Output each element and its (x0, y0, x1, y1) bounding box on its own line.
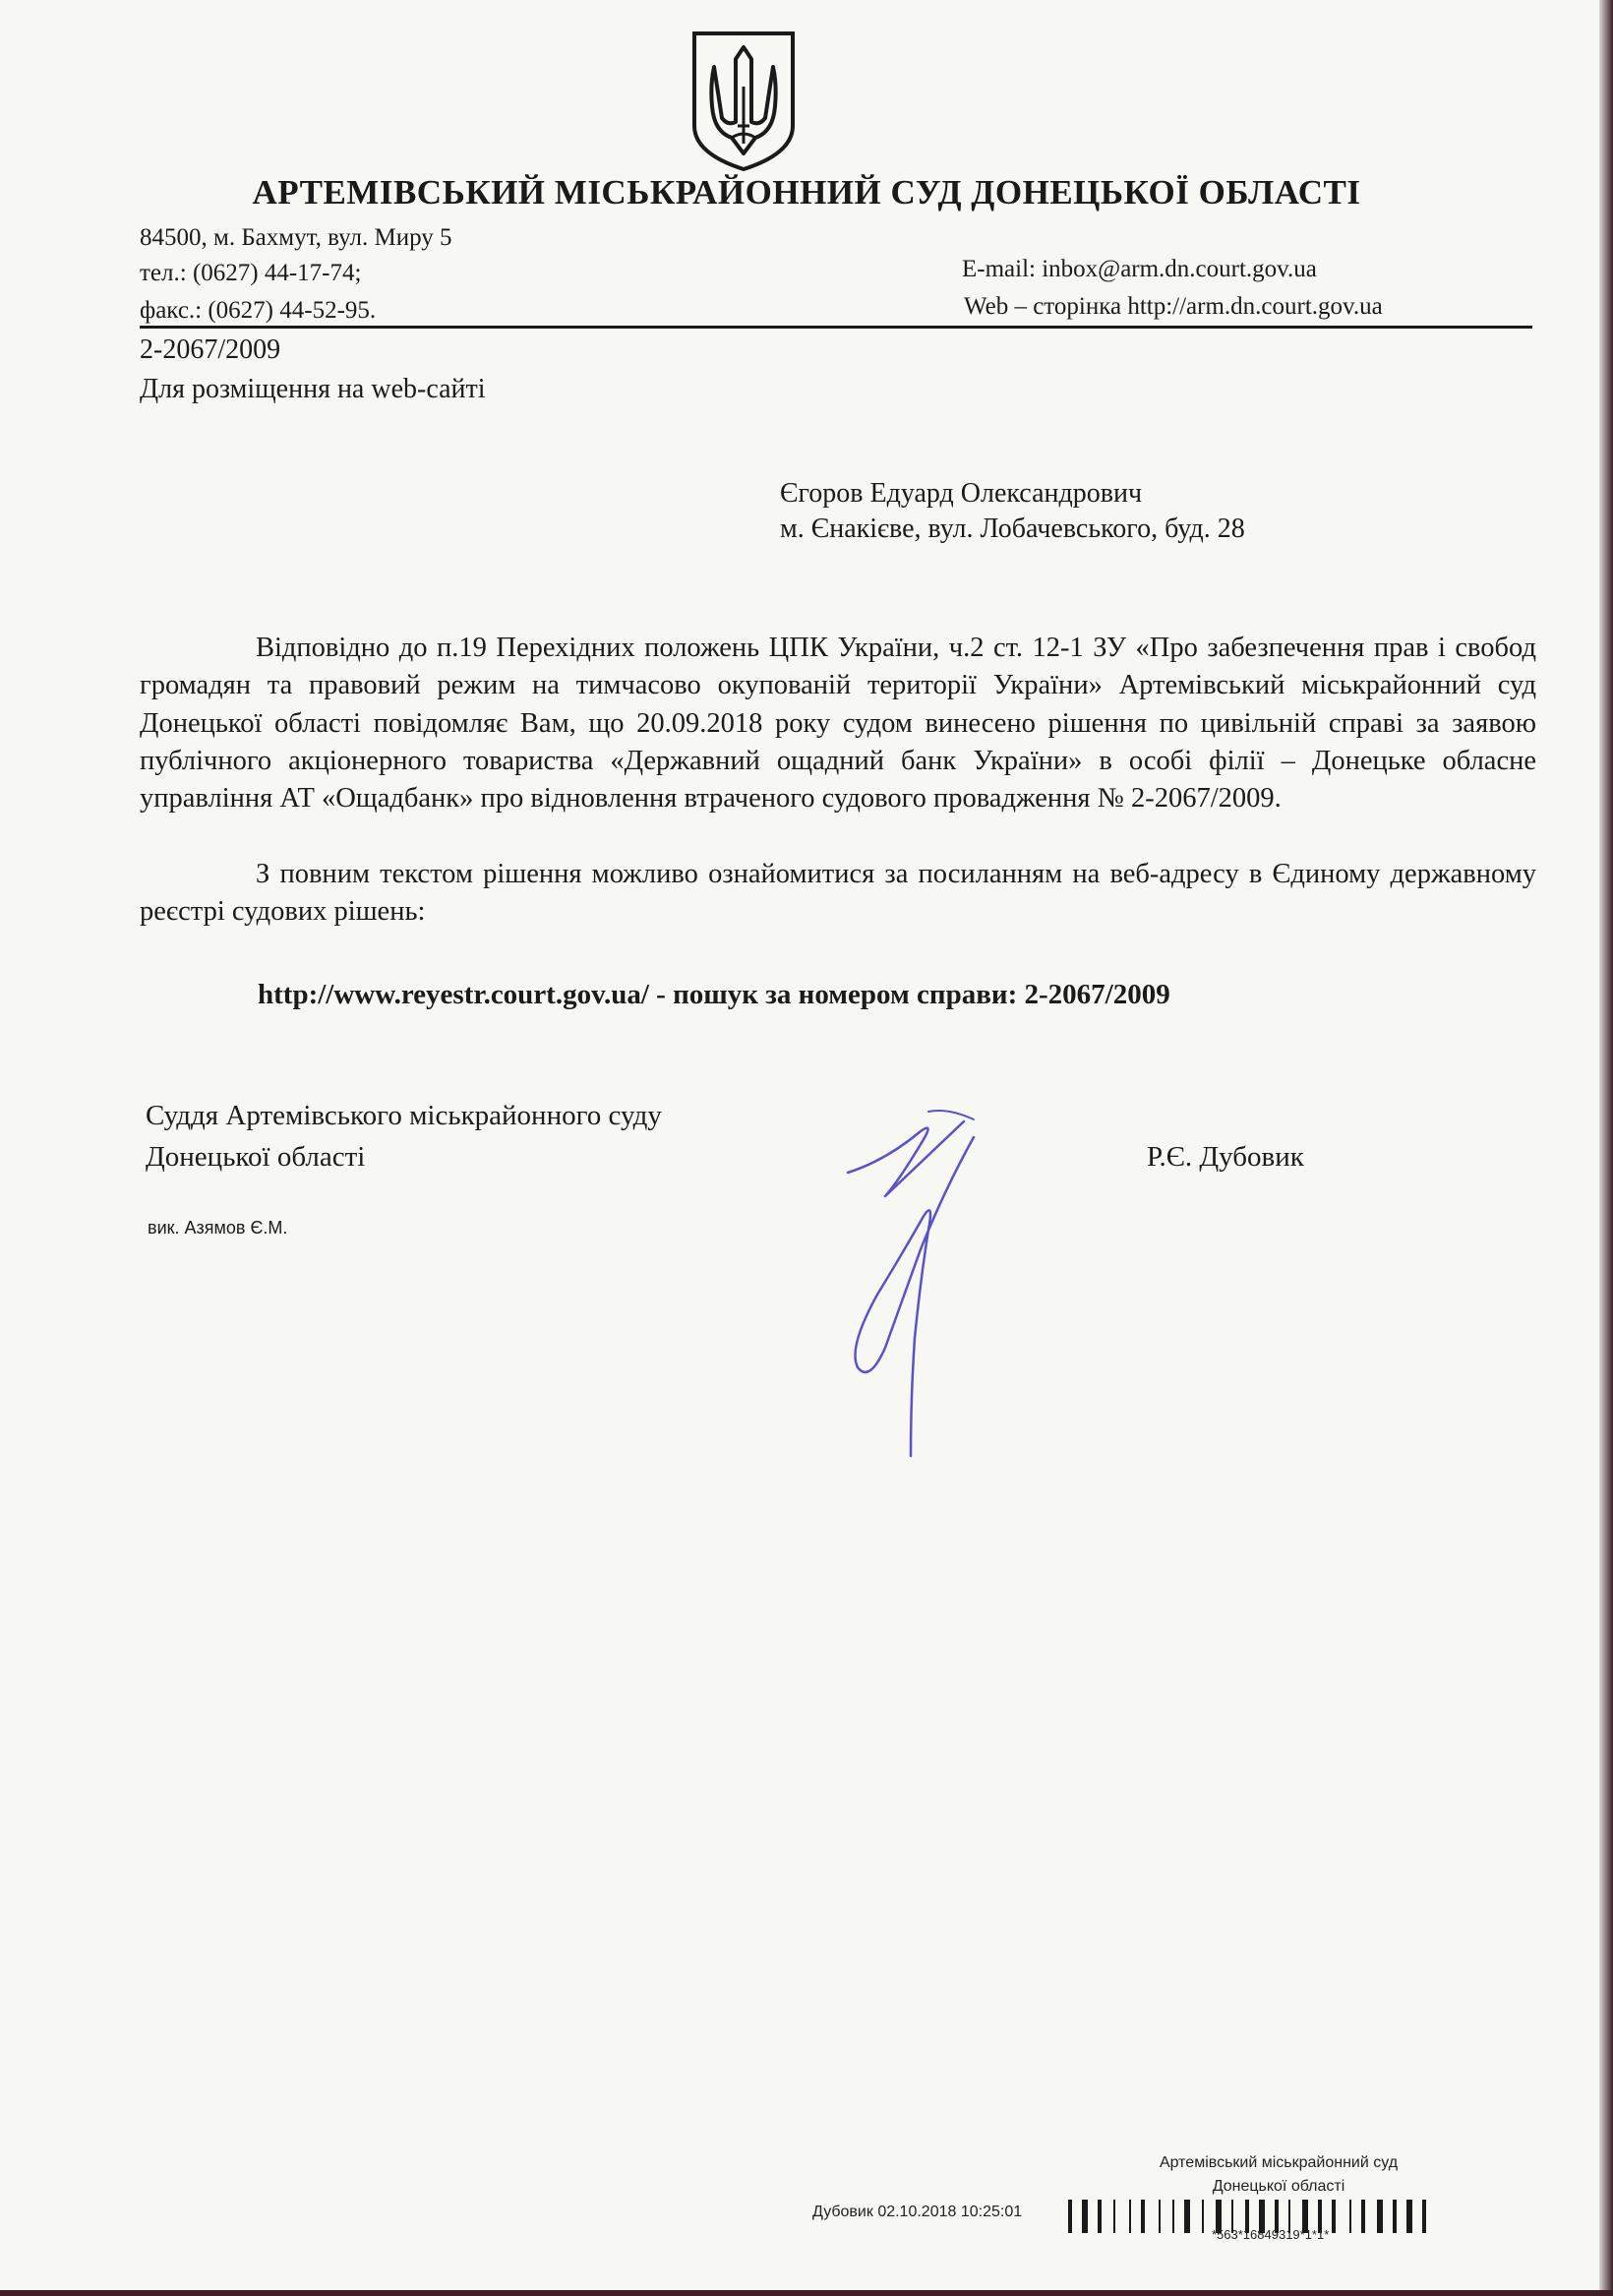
barcode-bar (1393, 2200, 1397, 2233)
barcode-bar (1141, 2200, 1145, 2233)
court-phone: тел.: (0627) 44-17-74; (140, 260, 362, 286)
barcode-bar (1406, 2200, 1412, 2233)
court-website: Web – сторінка http://arm.dn.court.gov.ua (964, 293, 1383, 320)
barcode-bar (1361, 2200, 1365, 2233)
addressee-address: м. Єнакієве, вул. Лобачевського, буд. 28 (780, 514, 1245, 544)
stamp-timestamp: Дубовик 02.10.2018 10:25:01 (812, 2204, 1023, 2220)
judge-title-line-2: Донецької області (146, 1141, 366, 1173)
executor-note: вик. Азямов Є.М. (148, 1218, 288, 1238)
court-name-heading: АРТЕМІВСЬКИЙ МІСЬКРАЙОННИЙ СУД ДОНЕЦЬКОЇ ОБЛАСТІ (252, 173, 1361, 211)
handwritten-signature (826, 1102, 1023, 1466)
judge-name: Р.Є. Дубовик (1147, 1141, 1304, 1173)
barcode-bar (1172, 2200, 1174, 2233)
ukraine-coat-of-arms-icon (688, 28, 799, 173)
barcode-bar (1082, 2200, 1088, 2233)
barcode-bar (1377, 2200, 1383, 2233)
barcode-bar (1349, 2200, 1351, 2233)
court-fax: факс.: (0627) 44-52-95. (140, 297, 377, 324)
stamp-court-name: Артемівський міськрайонний суд (1159, 2154, 1399, 2171)
barcode-bar (1159, 2200, 1161, 2233)
barcode-bar (1422, 2200, 1426, 2233)
judge-title-line-1: Суддя Артемівського міськрайонного суду (146, 1100, 662, 1131)
barcode-bar (1129, 2200, 1131, 2233)
court-email: E-mail: inbox@arm.dn.court.gov.ua (962, 256, 1317, 282)
scan-edge-right (1599, 0, 1613, 2296)
header-divider (140, 326, 1532, 329)
barcode-bar (1202, 2200, 1204, 2233)
placement-note: Для розміщення на web-сайті (140, 374, 486, 404)
barcode-bar (1098, 2200, 1102, 2233)
registry-search-line: http://www.reyestr.court.gov.ua/ - пошук за номером справи: 2-2067/2009 (258, 979, 1170, 1010)
stamp-region: Донецької області (1212, 2178, 1345, 2195)
case-number: 2-2067/2009 (140, 334, 281, 365)
body-paragraph-1: Відповідно до п.19 Перехідних положень ЦПК України, ч.2 ст. 12-1 ЗУ «Про забезпечення прав і свобод громадян та правовий режим на тимчасово окупованій території України» Артемівський міськрайонний суд Донецької області повідомляє Вам, що 20.09.2018 року судом винесено рішення по цивільній справі за заявою публічного акціонерного товариства «Державний ощадний банк України» в особі філії – Донецьке обласне управління АТ «Ощадбанк» про відновлення втраченого судового провадження № 2-2067/2009. (140, 633, 1536, 815)
scan-edge-bottom (0, 2290, 1613, 2296)
addressee-name: Єгоров Едуард Олександрович (780, 478, 1143, 509)
body-paragraph-2: З повним текстом рішення можливо ознайомитися за посиланням на веб-адресу в Єдиному державному реєстрі судових рішень: (140, 859, 1536, 928)
court-address: 84500, м. Бахмут, вул. Миру 5 (140, 224, 452, 251)
barcode-code: *563*16849319*1*1* (1212, 2227, 1330, 2242)
barcode-bar (1068, 2200, 1072, 2233)
barcode-bar (1184, 2200, 1190, 2233)
barcode-bar (1113, 2200, 1115, 2233)
barcode-bar (1332, 2200, 1336, 2233)
